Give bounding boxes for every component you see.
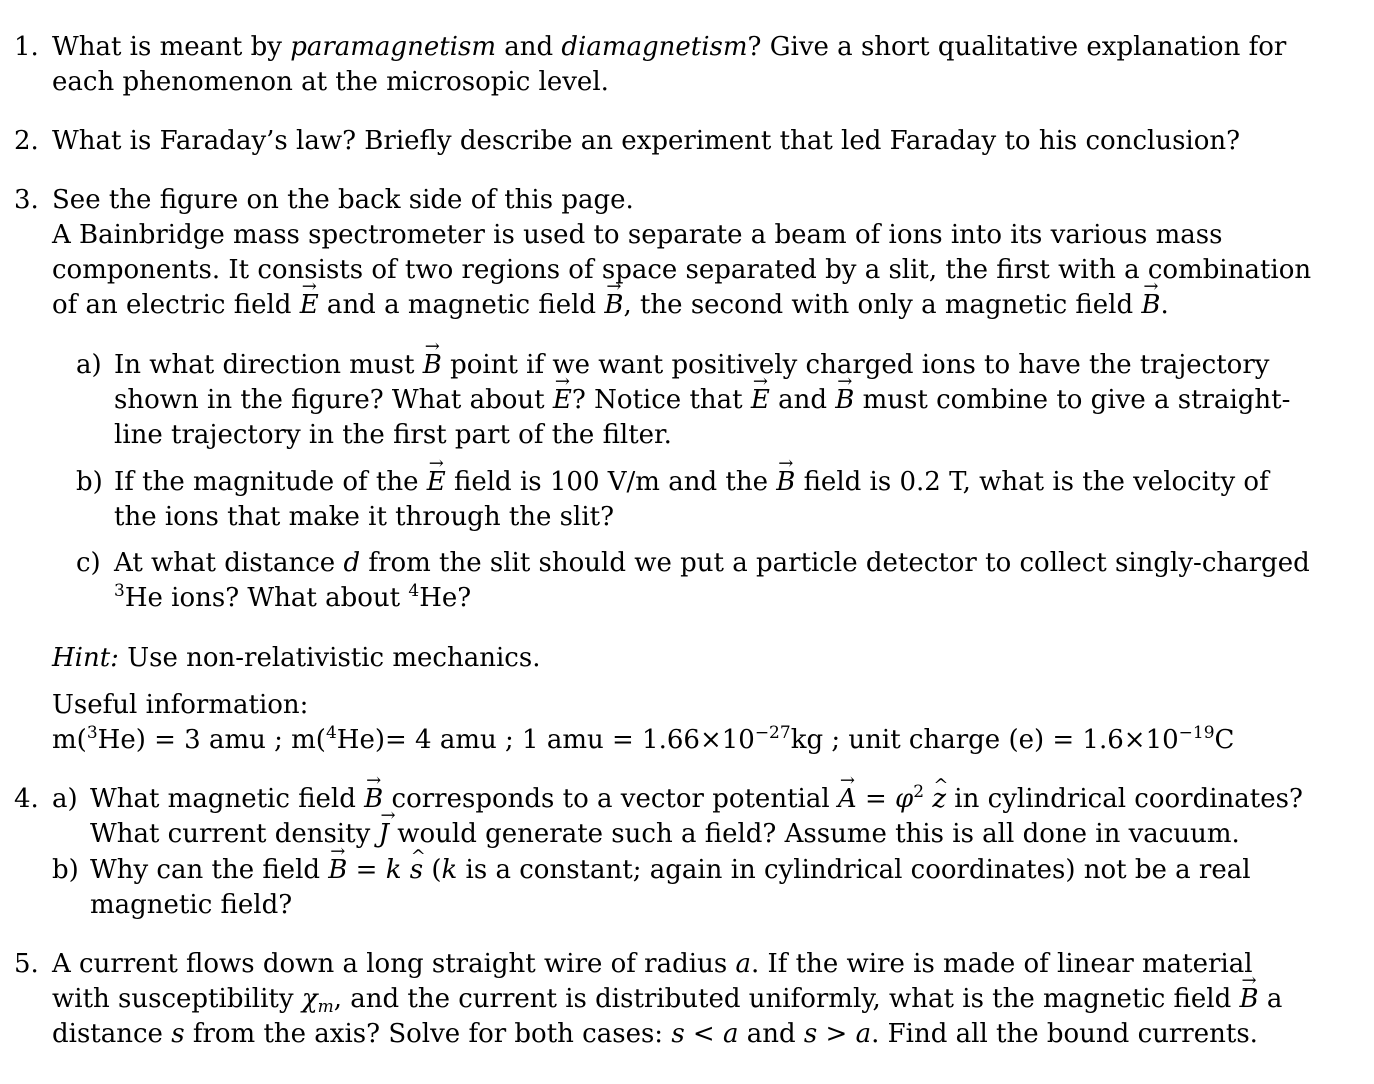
question-4a: a) What magnetic field → B corresponds to a vector potential → $A = \varphi^2$ ^ z in cylindrical coordinates? What current density → J would generate such a field? Assume this is all done in vacuum. <box>52 782 1312 852</box>
hint: Hint: Use non-relativistic mechanics. <box>52 643 541 673</box>
question-number: 2. <box>14 126 39 156</box>
question-number: 4. <box>14 784 39 814</box>
question-2 <box>14 124 1314 159</box>
question-1 <box>14 30 1314 100</box>
question-3a: a) In what direction must → B point if we want positively charged ions to have the trajectory shown in the figure? What about → E? Notice that → E and → B must combine to give a straight-line trajectory in the first part of the filter. <box>76 348 1314 453</box>
question-intro: See the figure on the back side of this page. A Bainbridge mass spectrometer is used to separate a beam of ions into its various mass components. It consists of two regions of space separated by a slit, the first with a combination of an electric field → E and a magnetic field → B, the second with only a magnetic field → B. <box>52 183 1314 323</box>
question-text: What is Faraday’s law? Briefly describe an experiment that led Faraday to his conclusion? <box>52 126 1241 156</box>
question-number: 1. <box>14 32 39 62</box>
useful-information: Useful information: m($^3$He) = 3 amu ; m($^4$He)= 4 amu ; 1 amu = $1.66\times 10^{-27}kg$ ; unit charge $(e) = 1.6\times 10^{-19}C$ <box>52 688 1312 758</box>
question-number: 3. <box>14 185 39 215</box>
question-3c: c) At what distance d from the slit should we put a particle detector to collect singly-charged $^3$He ions? What about $^4$He? <box>76 548 1310 613</box>
question-text: A current flows down a long straight wire of radius a. If the wire is made of linear material with susceptibility $\chi_m$, and the current is distributed uniformly, what is the magnetic field → B a distance s from the axis? Solve for both cases: s < a and s > a. Find all the bound currents. <box>52 947 1314 1052</box>
question-5 <box>14 947 1314 1052</box>
question-text: What is meant by paramagnetism and diamagnetism? Give a short qualitative explanation for each phenomenon at the microsopic level. <box>52 32 1287 97</box>
constants-line: m($^3$He) = 3 amu ; m($^4$He)= 4 amu ; 1 amu = $1.66\times 10^{-27}kg$ ; unit charge $(e) = 1.6\times 10^{-19}C$ <box>52 723 1235 755</box>
question-3b: b) If the magnitude of the → E field is 100 V/m and the → B field is 0.2 T, what is the velocity of the ions that make it through the slit? <box>76 465 1314 535</box>
question-3 <box>14 183 1314 323</box>
question-number: 5. <box>14 949 39 979</box>
question-4b: b) Why can the field → B = k ^ s (k is a constant; again in cylindrical coordinates) not be a real magnetic field? <box>52 853 1312 923</box>
